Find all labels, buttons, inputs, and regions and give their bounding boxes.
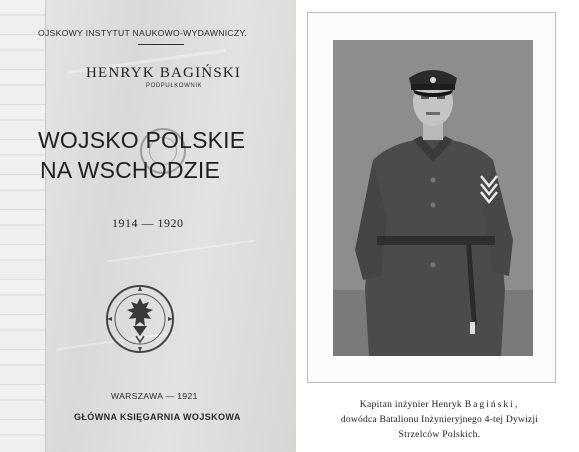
eagle-emblem-icon: [103, 282, 177, 356]
caption-line-3: Strzelców Polskich.: [398, 429, 481, 440]
divider: [138, 44, 184, 45]
bookstore-name: GŁÓWNA KSIĘGARNIA WOJSKOWA: [74, 412, 241, 422]
author-name: HENRYK BAGIŃSKI: [86, 65, 242, 81]
paper-crease: [107, 240, 256, 263]
caption-line-2: dowódca Batalionu Inżynieryjnego 4-tej Dywizji: [340, 414, 539, 425]
publication-place-date: WARSZAWA — 1921: [111, 391, 198, 401]
publisher-name: OJSKOWY INSTYTUT NAUKOWO-WYDAWNICZY.: [38, 28, 248, 38]
book-title-line-2: NA WSCHODZIE: [40, 157, 221, 183]
portrait-page: [300, 0, 579, 452]
author-rank: PODPUŁKOWNIK: [146, 83, 203, 89]
book-title-line-1: WOJSKO POLSKIE: [38, 127, 246, 153]
binding-edge: [0, 0, 46, 452]
book-years: 1914 — 1920: [112, 216, 184, 230]
officer-portrait-photo: [333, 40, 533, 356]
caption-line-1: Kapitan inżynier Henryk Bagiński,: [359, 399, 520, 410]
